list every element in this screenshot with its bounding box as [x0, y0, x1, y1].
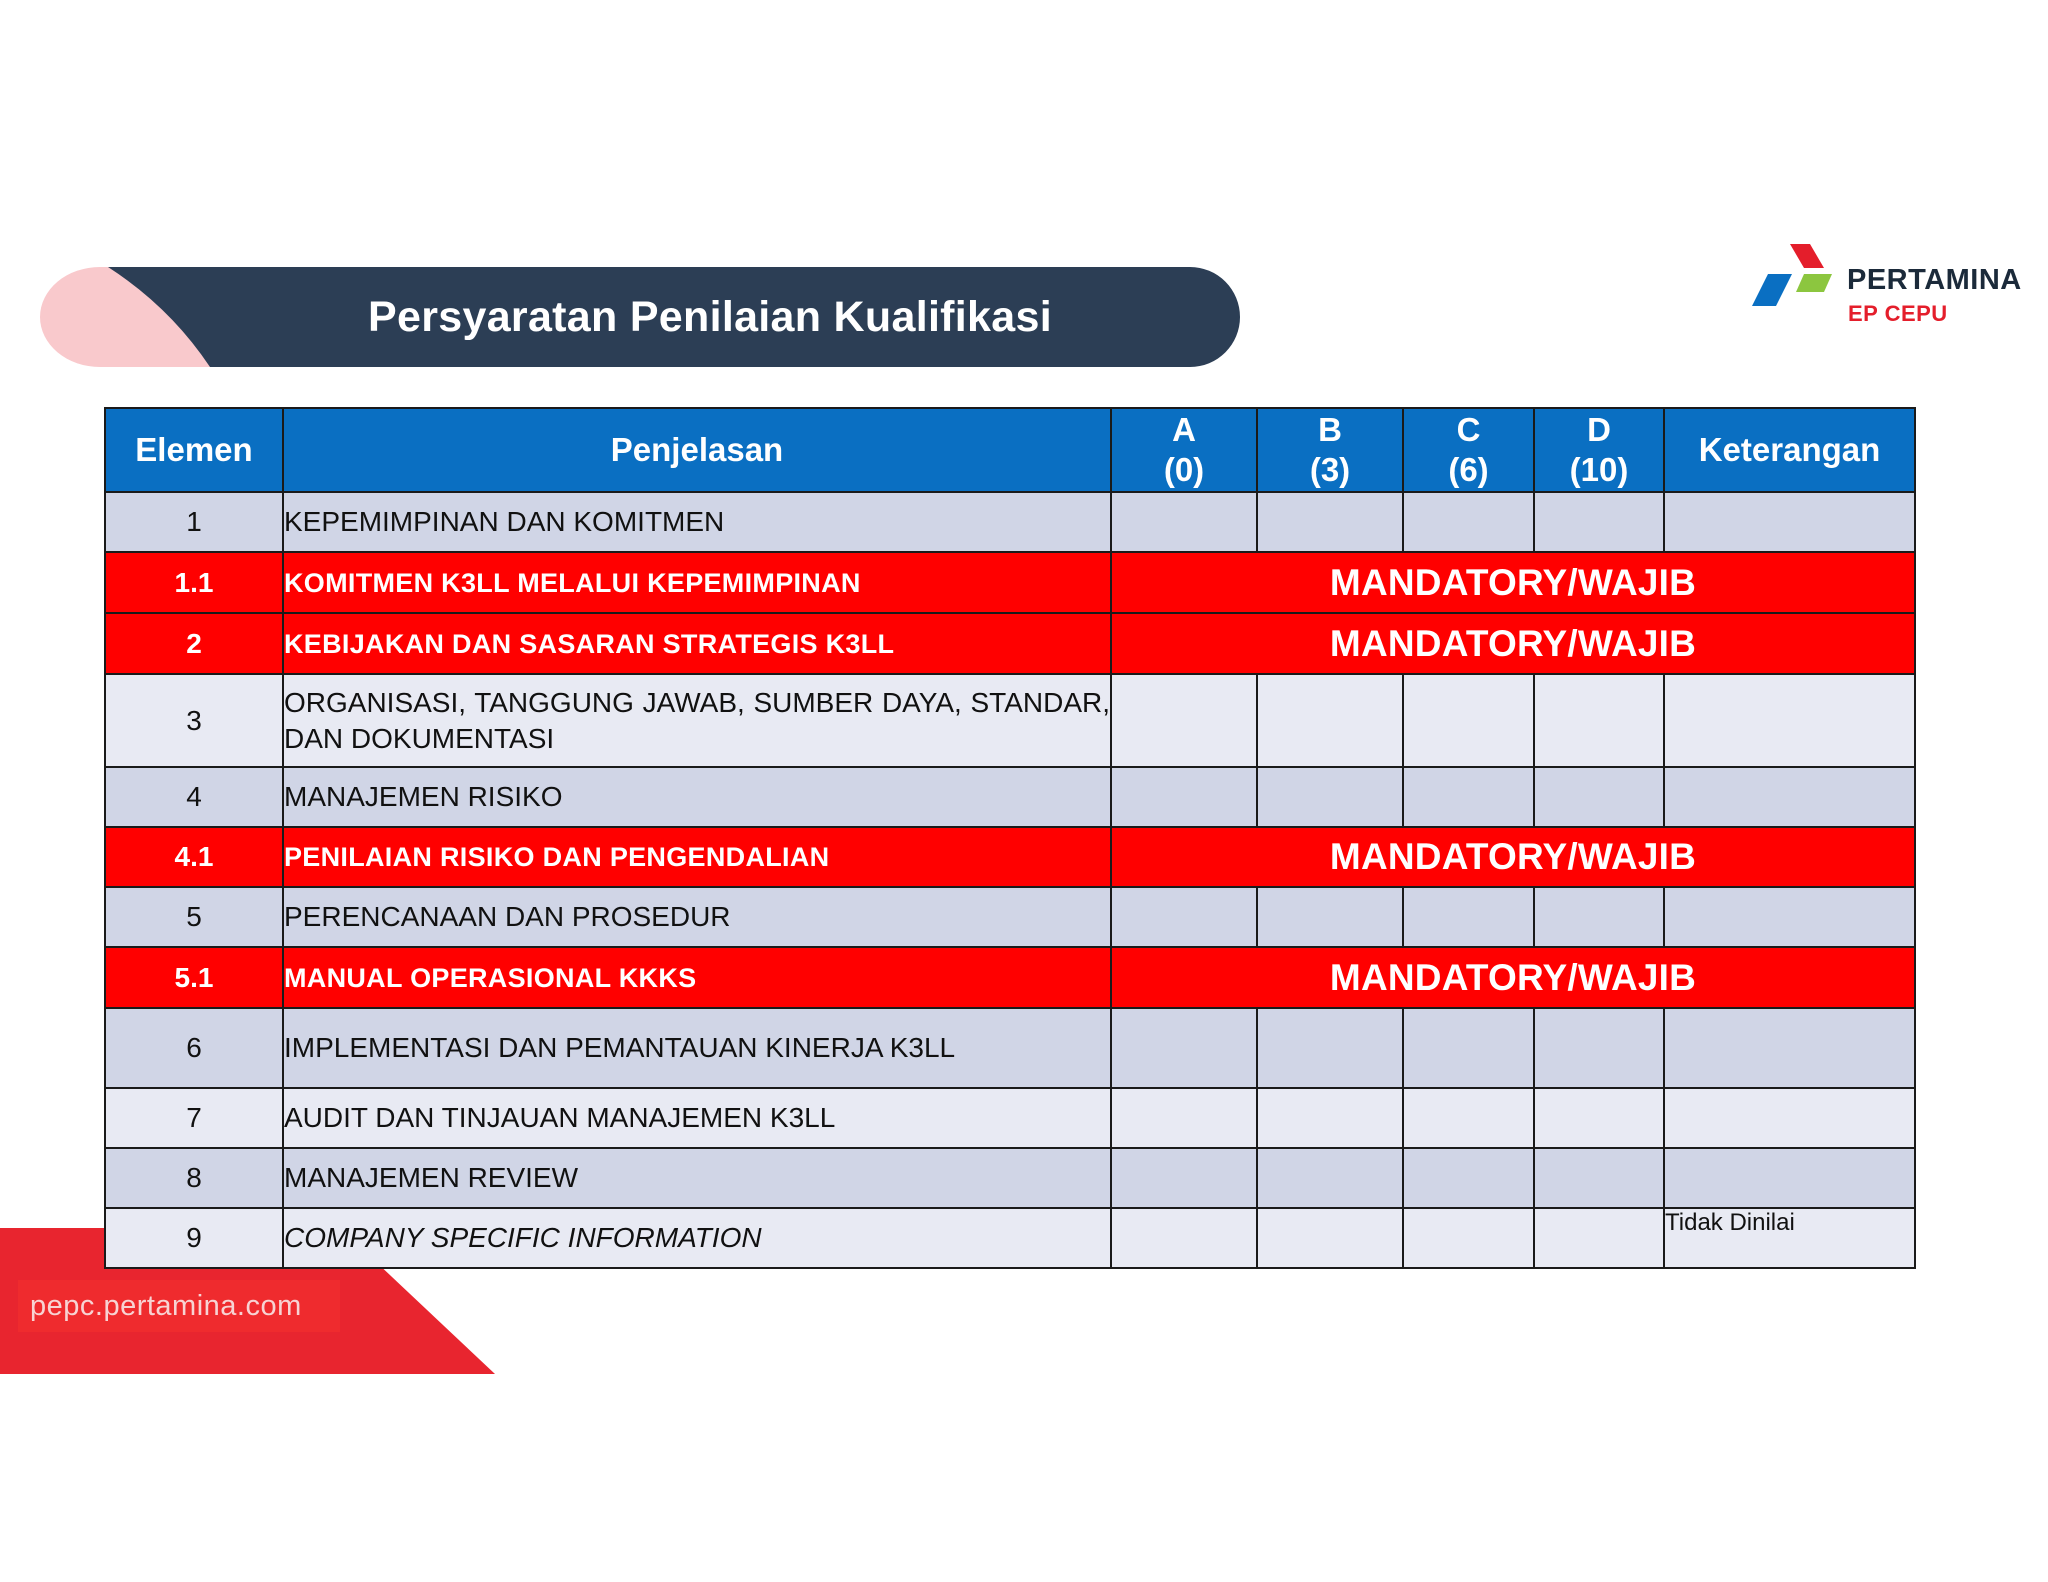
row-elemen: 1.1 [105, 552, 283, 613]
row-elemen: 4.1 [105, 827, 283, 887]
score-cell-a[interactable] [1111, 492, 1257, 552]
row-penjelasan: ORGANISASI, TANGGUNG JAWAB, SUMBER DAYA, STANDAR, DAN DOKUMENTASI [283, 674, 1111, 767]
keterangan-cell[interactable] [1664, 767, 1915, 827]
score-cell-d[interactable] [1534, 887, 1664, 947]
keterangan-cell[interactable] [1664, 1088, 1915, 1148]
header-c-score: (6) [1448, 451, 1489, 488]
score-cell-a[interactable] [1111, 887, 1257, 947]
row-penjelasan: PENILAIAN RISIKO DAN PENGENDALIAN [283, 827, 1111, 887]
score-cell-b[interactable] [1257, 674, 1403, 767]
table-row [105, 674, 1915, 767]
row-penjelasan: COMPANY SPECIFIC INFORMATION [283, 1208, 1111, 1268]
row-elemen: 4 [105, 767, 283, 827]
row-penjelasan: IMPLEMENTASI DAN PEMANTAUAN KINERJA K3LL [283, 1008, 1111, 1088]
mandatory-label: MANDATORY/WAJIB [1111, 613, 1915, 674]
score-cell-b[interactable] [1257, 492, 1403, 552]
row-penjelasan: KOMITMEN K3LL MELALUI KEPEMIMPINAN [283, 552, 1111, 613]
table-header-row [105, 408, 1915, 492]
logo-subtitle: EP CEPU [1848, 301, 1948, 326]
score-cell-a[interactable] [1111, 674, 1257, 767]
score-cell-c[interactable] [1403, 887, 1534, 947]
title-banner [40, 267, 1260, 367]
row-penjelasan: PERENCANAAN DAN PROSEDUR [283, 887, 1111, 947]
keterangan-cell[interactable] [1664, 1148, 1915, 1208]
row-elemen: 5.1 [105, 947, 283, 1008]
header-a [1111, 408, 1257, 492]
header-a-score: (0) [1163, 451, 1205, 488]
score-cell-d[interactable] [1534, 767, 1664, 827]
row-elemen: 6 [105, 1008, 283, 1088]
pertamina-logo-icon [1752, 244, 1847, 324]
score-cell-a[interactable] [1111, 1088, 1257, 1148]
header-c-letter: C [1456, 411, 1481, 448]
row-penjelasan: KEBIJAKAN DAN SASARAN STRATEGIS K3LL [283, 613, 1111, 674]
mandatory-label: MANDATORY/WAJIB [1111, 552, 1915, 613]
header-d-letter: D [1587, 411, 1611, 448]
table-row-mandatory [105, 552, 1915, 613]
score-cell-d[interactable] [1534, 674, 1664, 767]
page-title: Persyaratan Penilaian Kualifikasi [368, 293, 1052, 341]
score-cell-c[interactable] [1403, 1008, 1534, 1088]
row-elemen: 1 [105, 492, 283, 552]
score-cell-d[interactable] [1534, 1088, 1664, 1148]
header-d-score: (10) [1569, 451, 1629, 488]
row-penjelasan: MANUAL OPERASIONAL KKKS [283, 947, 1111, 1008]
table-row [105, 492, 1915, 552]
header-penjelasan: Penjelasan [283, 408, 1111, 492]
row-penjelasan: MANAJEMEN RISIKO [283, 767, 1111, 827]
table-row [105, 1148, 1915, 1208]
score-cell-b[interactable] [1257, 887, 1403, 947]
table-row [105, 767, 1915, 827]
score-cell-c[interactable] [1403, 1088, 1534, 1148]
keterangan-cell[interactable]: Tidak Dinilai [1664, 1208, 1915, 1268]
footer-url[interactable]: pepc.pertamina.com [18, 1280, 340, 1332]
score-cell-c[interactable] [1403, 492, 1534, 552]
logo-name: PERTAMINA [1847, 264, 2022, 296]
header-elemen: Elemen [105, 408, 283, 492]
header-a-letter: A [1172, 411, 1196, 448]
header-keterangan: Keterangan [1664, 408, 1915, 492]
keterangan-cell[interactable] [1664, 674, 1915, 767]
header-d [1534, 408, 1664, 492]
mandatory-label: MANDATORY/WAJIB [1111, 947, 1915, 1008]
row-penjelasan: MANAJEMEN REVIEW [283, 1148, 1111, 1208]
row-elemen: 7 [105, 1088, 283, 1148]
score-cell-b[interactable] [1257, 1208, 1403, 1268]
header-b [1257, 408, 1403, 492]
table-row [105, 1208, 1915, 1268]
score-cell-d[interactable] [1534, 492, 1664, 552]
row-penjelasan: KEPEMIMPINAN DAN KOMITMEN [283, 492, 1111, 552]
score-cell-d[interactable] [1534, 1208, 1664, 1268]
company-logo [1752, 244, 2032, 344]
row-penjelasan: AUDIT DAN TINJAUAN MANAJEMEN K3LL [283, 1088, 1111, 1148]
table-row [105, 1088, 1915, 1148]
keterangan-cell[interactable] [1664, 887, 1915, 947]
keterangan-cell[interactable] [1664, 492, 1915, 552]
score-cell-b[interactable] [1257, 1148, 1403, 1208]
score-cell-a[interactable] [1111, 767, 1257, 827]
table-row-mandatory [105, 827, 1915, 887]
score-cell-c[interactable] [1403, 1208, 1534, 1268]
score-cell-b[interactable] [1257, 1088, 1403, 1148]
keterangan-cell[interactable] [1664, 1008, 1915, 1088]
table-row-mandatory [105, 613, 1915, 674]
score-cell-d[interactable] [1534, 1148, 1664, 1208]
row-elemen: 8 [105, 1148, 283, 1208]
score-cell-b[interactable] [1257, 767, 1403, 827]
mandatory-label: MANDATORY/WAJIB [1111, 827, 1915, 887]
table-row-mandatory [105, 947, 1915, 1008]
header-c [1403, 408, 1534, 492]
table-row [105, 1008, 1915, 1088]
row-elemen: 5 [105, 887, 283, 947]
score-cell-a[interactable] [1111, 1208, 1257, 1268]
row-elemen: 9 [105, 1208, 283, 1268]
score-cell-b[interactable] [1257, 1008, 1403, 1088]
score-cell-d[interactable] [1534, 1008, 1664, 1088]
row-elemen: 3 [105, 674, 283, 767]
score-cell-c[interactable] [1403, 1148, 1534, 1208]
score-cell-c[interactable] [1403, 674, 1534, 767]
score-cell-a[interactable] [1111, 1008, 1257, 1088]
score-cell-c[interactable] [1403, 767, 1534, 827]
row-elemen: 2 [105, 613, 283, 674]
header-b-letter: B [1318, 411, 1342, 448]
qualification-table [104, 407, 1916, 1269]
header-b-score: (3) [1309, 451, 1351, 488]
score-cell-a[interactable] [1111, 1148, 1257, 1208]
table-row [105, 887, 1915, 947]
